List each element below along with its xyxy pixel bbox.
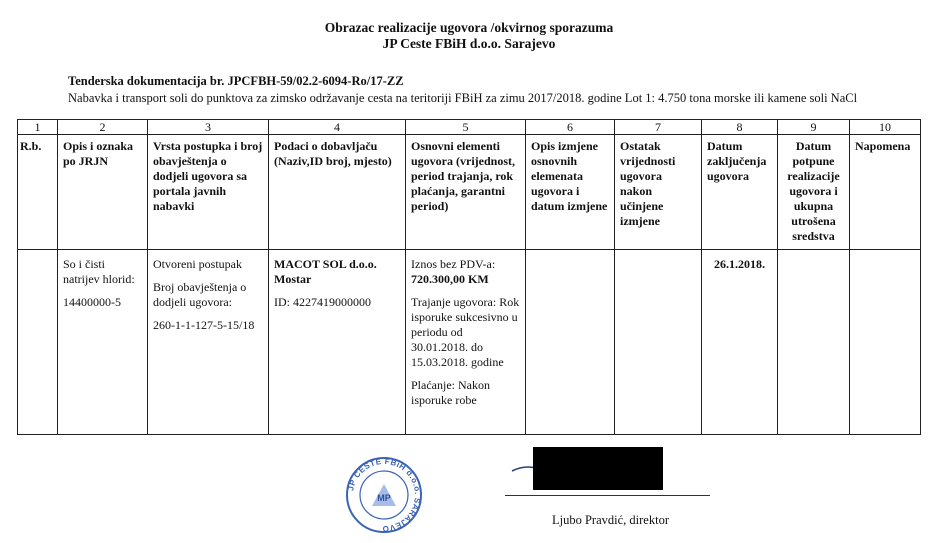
seal-monogram: MP bbox=[377, 493, 391, 503]
header-ostatak: Ostatak vrijednosti ugovora nakon učinjene izmjene bbox=[615, 135, 702, 250]
payment-terms: Plaćanje: Nakon isporuke robe bbox=[411, 378, 490, 407]
column-number-row bbox=[18, 120, 921, 135]
col-number: 5 bbox=[406, 120, 526, 135]
header-opis: Opis i oznaka po JRJN bbox=[58, 135, 148, 250]
contract-duration: Trajanje ugovora: Rok isporuke sukcesivno u periodu od 30.01.2018. do 15.03.2018. godine bbox=[411, 295, 520, 369]
seal-ring-text: JP CESTE FBiH d.o.o. SARAJEVO bbox=[346, 456, 423, 534]
cell-rb bbox=[18, 250, 58, 435]
header-datum-zakljucenja: Datum zaključenja ugovora bbox=[702, 135, 778, 250]
header-rb: R.b. bbox=[18, 135, 58, 250]
header-napomena: Napomena bbox=[850, 135, 921, 250]
col-number: 10 bbox=[850, 120, 921, 135]
col-number: 8 bbox=[702, 120, 778, 135]
company-name: JP Ceste FBiH d.o.o. Sarajevo bbox=[382, 36, 556, 51]
value-label: Iznos bez PDV-a: bbox=[411, 257, 496, 271]
cell-datum-zakljucenja: 26.1.2018. bbox=[702, 250, 778, 435]
cell-napomena bbox=[850, 250, 921, 435]
tender-description: Nabavka i transport soli do punktova za zimsko održavanje cesta na teritoriji FBiH za zimu 2017/2018. godine Lot 1: 4.750 tona morske ili kamene soli NaCl bbox=[68, 91, 858, 105]
contract-table bbox=[17, 119, 921, 435]
header-elementi: Osnovni elementi ugovora (vrijednost, period trajanja, rok plaćanja, garantni period) bbox=[406, 135, 526, 250]
signer-name: Ljubo Pravdić, direktor bbox=[552, 513, 669, 527]
col-number: 6 bbox=[526, 120, 615, 135]
signature-line bbox=[505, 495, 710, 496]
company-seal-icon bbox=[345, 456, 423, 534]
redaction-box bbox=[533, 447, 663, 490]
col-number: 1 bbox=[18, 120, 58, 135]
col-number: 4 bbox=[269, 120, 406, 135]
document-title: Obrazac realizacije ugovora /okvirnog sporazuma bbox=[324, 20, 614, 35]
cell-dobavljac bbox=[269, 250, 406, 435]
header-izmjene: Opis izmjene osnovnih elemenata ugovora i datum izmjene bbox=[526, 135, 615, 250]
opis-code: 14400000-5 bbox=[63, 295, 121, 309]
table-row bbox=[18, 250, 921, 435]
cell-datum-realizacije bbox=[778, 250, 850, 435]
col-number: 3 bbox=[148, 120, 269, 135]
header-dobavljac: Podaci o dobavljaču (Naziv,ID broj, mjesto) bbox=[269, 135, 406, 250]
tender-number: Tenderska dokumentacija br. JPCFBH-59/02.2-6094-Ro/17-ZZ bbox=[68, 74, 404, 88]
col-number: 9 bbox=[778, 120, 850, 135]
cell-elementi bbox=[406, 250, 526, 435]
col-number: 2 bbox=[58, 120, 148, 135]
col-number: 7 bbox=[615, 120, 702, 135]
postupak-notice-label: Broj obavještenja o dodjeli ugovora: bbox=[153, 280, 247, 309]
header-datum-realizacije: Datum potpune realizacije ugovora i ukupna utrošena sredstva bbox=[778, 135, 850, 250]
cell-ostatak bbox=[615, 250, 702, 435]
header-postupak: Vrsta postupka i broj obavještenja o dodjeli ugovora sa portala javnih nabavki bbox=[148, 135, 269, 250]
postupak-notice-number: 260-1-1-127-5-15/18 bbox=[153, 318, 255, 332]
header-row bbox=[18, 135, 921, 250]
cell-izmjene bbox=[526, 250, 615, 435]
cell-opis bbox=[58, 250, 148, 435]
contract-value: 720.300,00 KM bbox=[411, 272, 489, 286]
opis-name: So i čisti natrijev hlorid: bbox=[63, 257, 135, 286]
postupak-type: Otvoreni postupak bbox=[153, 257, 242, 271]
cell-postupak bbox=[148, 250, 269, 435]
supplier-id: ID: 4227419000000 bbox=[274, 295, 371, 309]
supplier-name: MACOT SOL d.o.o. Mostar bbox=[274, 257, 377, 286]
